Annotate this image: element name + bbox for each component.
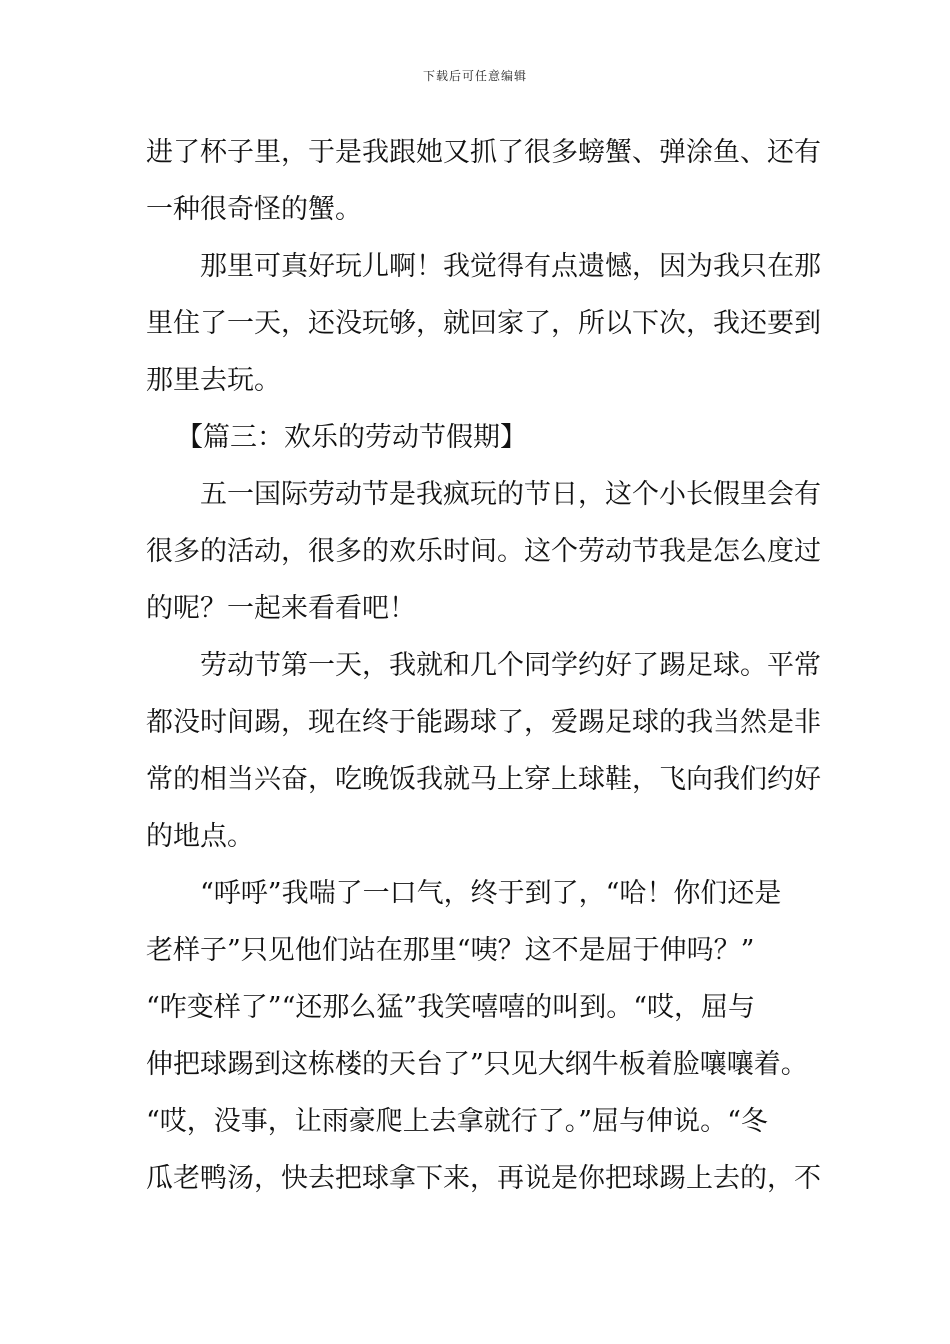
text-line-content: 的地点。 — [146, 821, 254, 852]
text-line — [0, 361, 950, 401]
text-line-content: 都没时间踢，现在终于能踢球了，爱踢足球的我当然是非 — [146, 707, 821, 738]
text-line-content: 劳动节第一天，我就和几个同学约好了踢足球。平常 — [200, 650, 821, 681]
text-line-content: 的呢？一起来看看吧！ — [146, 593, 416, 624]
text-line — [0, 475, 950, 515]
text-line — [0, 646, 950, 686]
text-line — [0, 988, 950, 1028]
text-line-content: 那里可真好玩儿啊！我觉得有点遗憾，因为我只在那 — [200, 251, 821, 282]
text-line — [0, 874, 950, 914]
text-line — [0, 304, 950, 344]
text-line — [0, 1045, 950, 1085]
text-line — [0, 133, 950, 173]
text-line-content: “哎，没事，让雨豪爬上去拿就行了。”屈与伸说。“冬 — [146, 1106, 768, 1137]
page-header: 下载后可任意编辑 — [422, 69, 527, 83]
text-line-content: 进了杯子里，于是我跟她又抓了很多螃蟹、弹涂鱼、还有 — [146, 137, 821, 168]
text-line-content: “呼呼”我喘了一口气，终于到了，“哈！你们还是 — [200, 878, 782, 909]
text-line-content: 一种很奇怪的蟹。 — [146, 194, 362, 225]
text-line — [0, 931, 950, 971]
text-line-content: 老样子”只见他们站在那里“咦？这不是屈于伸吗？” — [146, 935, 755, 966]
text-line — [0, 1159, 950, 1199]
text-line-content: 很多的活动，很多的欢乐时间。这个劳动节我是怎么度过 — [146, 536, 821, 567]
section-heading — [0, 418, 950, 458]
text-line — [0, 190, 950, 230]
text-line-content: 常的相当兴奋，吃晚饭我就马上穿上球鞋，飞向我们约好 — [146, 764, 821, 795]
text-line-content: “咋变样了”“还那么猛”我笑嘻嘻的叫到。“哎，屈与 — [146, 992, 756, 1023]
text-line — [0, 532, 950, 572]
text-line — [0, 703, 950, 743]
section-heading-text: 【篇三：欢乐的劳动节假期】 — [176, 422, 527, 453]
text-line-content: 伸把球踢到这栋楼的天台了”只见大纲牛板着脸嚷嚷着。 — [146, 1049, 808, 1080]
text-line-content: 里住了一天，还没玩够，就回家了，所以下次，我还要到 — [146, 308, 821, 339]
text-line — [0, 589, 950, 629]
text-line-content: 瓜老鸭汤，快去把球拿下来，再说是你把球踢上去的，不 — [146, 1163, 821, 1194]
text-line-content: 五一国际劳动节是我疯玩的节日，这个小长假里会有 — [200, 479, 821, 510]
text-line — [0, 760, 950, 800]
text-line-content: 那里去玩。 — [146, 365, 281, 396]
text-line — [0, 817, 950, 857]
text-line — [0, 247, 950, 287]
text-line — [0, 1102, 950, 1142]
